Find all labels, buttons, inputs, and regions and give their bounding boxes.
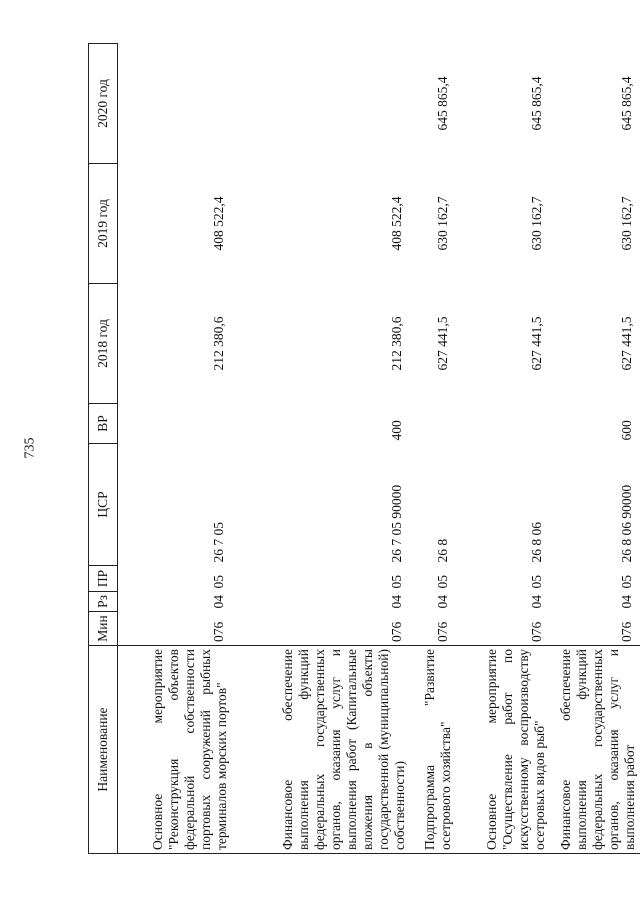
row-name: Финансовое обеспечение выполнения функций федеральных государственных органов, оказания услуг и выполнения работ (Капитальные вложения в объекты государственной (муниципальной) собственности)	[232, 646, 410, 854]
table-row	[232, 44, 410, 854]
header-rz: Рз	[89, 592, 118, 612]
row-2019: 408 522,4	[211, 196, 226, 251]
row-vr: 400	[389, 420, 404, 441]
row-name: Основное мероприятие "Реконструкция объектов федеральной собственности портовых сооружений рыбных терминалов морских портов"	[118, 646, 233, 854]
row-rz: 04	[619, 595, 634, 609]
row-vr	[456, 404, 550, 444]
row-2018: 212 380,6	[211, 316, 226, 371]
row-2018: 627 441,5	[435, 316, 450, 371]
budget-table-container	[88, 44, 637, 854]
table-row	[456, 44, 550, 854]
row-min: 076	[619, 621, 634, 642]
row-2020	[118, 44, 233, 164]
row-csr: 26 7 05 90000	[389, 484, 404, 563]
row-vr	[118, 404, 233, 444]
row-2019: 630 162,7	[435, 196, 450, 251]
header-pr: ПР	[89, 566, 118, 592]
row-pr: 05	[211, 575, 226, 589]
row-csr: 26 8	[435, 538, 450, 563]
row-2018: 212 380,6	[389, 316, 404, 371]
row-2020: 645 865,4	[529, 76, 544, 131]
row-csr: 26 8 06	[529, 522, 544, 563]
table-row	[118, 44, 233, 854]
row-csr: 26 8 06 90000	[619, 484, 634, 563]
row-pr: 05	[619, 575, 634, 589]
row-min: 076	[211, 621, 226, 642]
row-2020: 645 865,4	[435, 76, 450, 131]
row-name: Основное мероприятие "Осуществление работ по искусственному воспроизводству осетровых видов рыб"	[456, 646, 550, 854]
table-header-row	[89, 44, 118, 854]
budget-table	[88, 43, 640, 854]
header-2018: 2018 год	[89, 284, 118, 404]
row-csr: 26 7 05	[211, 522, 226, 563]
row-min: 076	[529, 621, 544, 642]
row-2020	[232, 44, 410, 164]
row-pr: 05	[435, 575, 450, 589]
page-number	[20, 428, 40, 468]
row-vr	[410, 404, 456, 444]
row-name: Финансовое обеспечение выполнения функций федеральных государственных органов, оказания услуг и выполнения работ	[550, 646, 640, 854]
header-min: Мин	[89, 612, 118, 646]
row-rz: 04	[529, 595, 544, 609]
row-rz: 04	[389, 595, 404, 609]
row-min: 076	[435, 621, 450, 642]
row-name: Подпрограмма "Развитие осетрового хозяйства"	[410, 646, 456, 854]
row-2019: 630 162,7	[529, 196, 544, 251]
row-2018: 627 441,5	[619, 316, 634, 371]
row-vr: 600	[619, 420, 634, 441]
header-2019: 2019 год	[89, 164, 118, 284]
header-csr: ЦСР	[89, 444, 118, 566]
row-rz: 04	[211, 595, 226, 609]
row-min: 076	[389, 621, 404, 642]
row-2019: 408 522,4	[389, 196, 404, 251]
header-vr: ВР	[89, 404, 118, 444]
row-2018: 627 441,5	[529, 316, 544, 371]
header-2020: 2020 год	[89, 44, 118, 164]
row-2019: 630 162,7	[619, 196, 634, 251]
row-pr: 05	[389, 575, 404, 589]
page-number-text: 735	[22, 437, 37, 459]
row-2020: 645 865,4	[619, 76, 634, 131]
table-row	[550, 44, 640, 854]
row-rz: 04	[435, 595, 450, 609]
table-row	[410, 44, 456, 854]
row-pr: 05	[529, 575, 544, 589]
header-name: Наименование	[89, 646, 118, 854]
